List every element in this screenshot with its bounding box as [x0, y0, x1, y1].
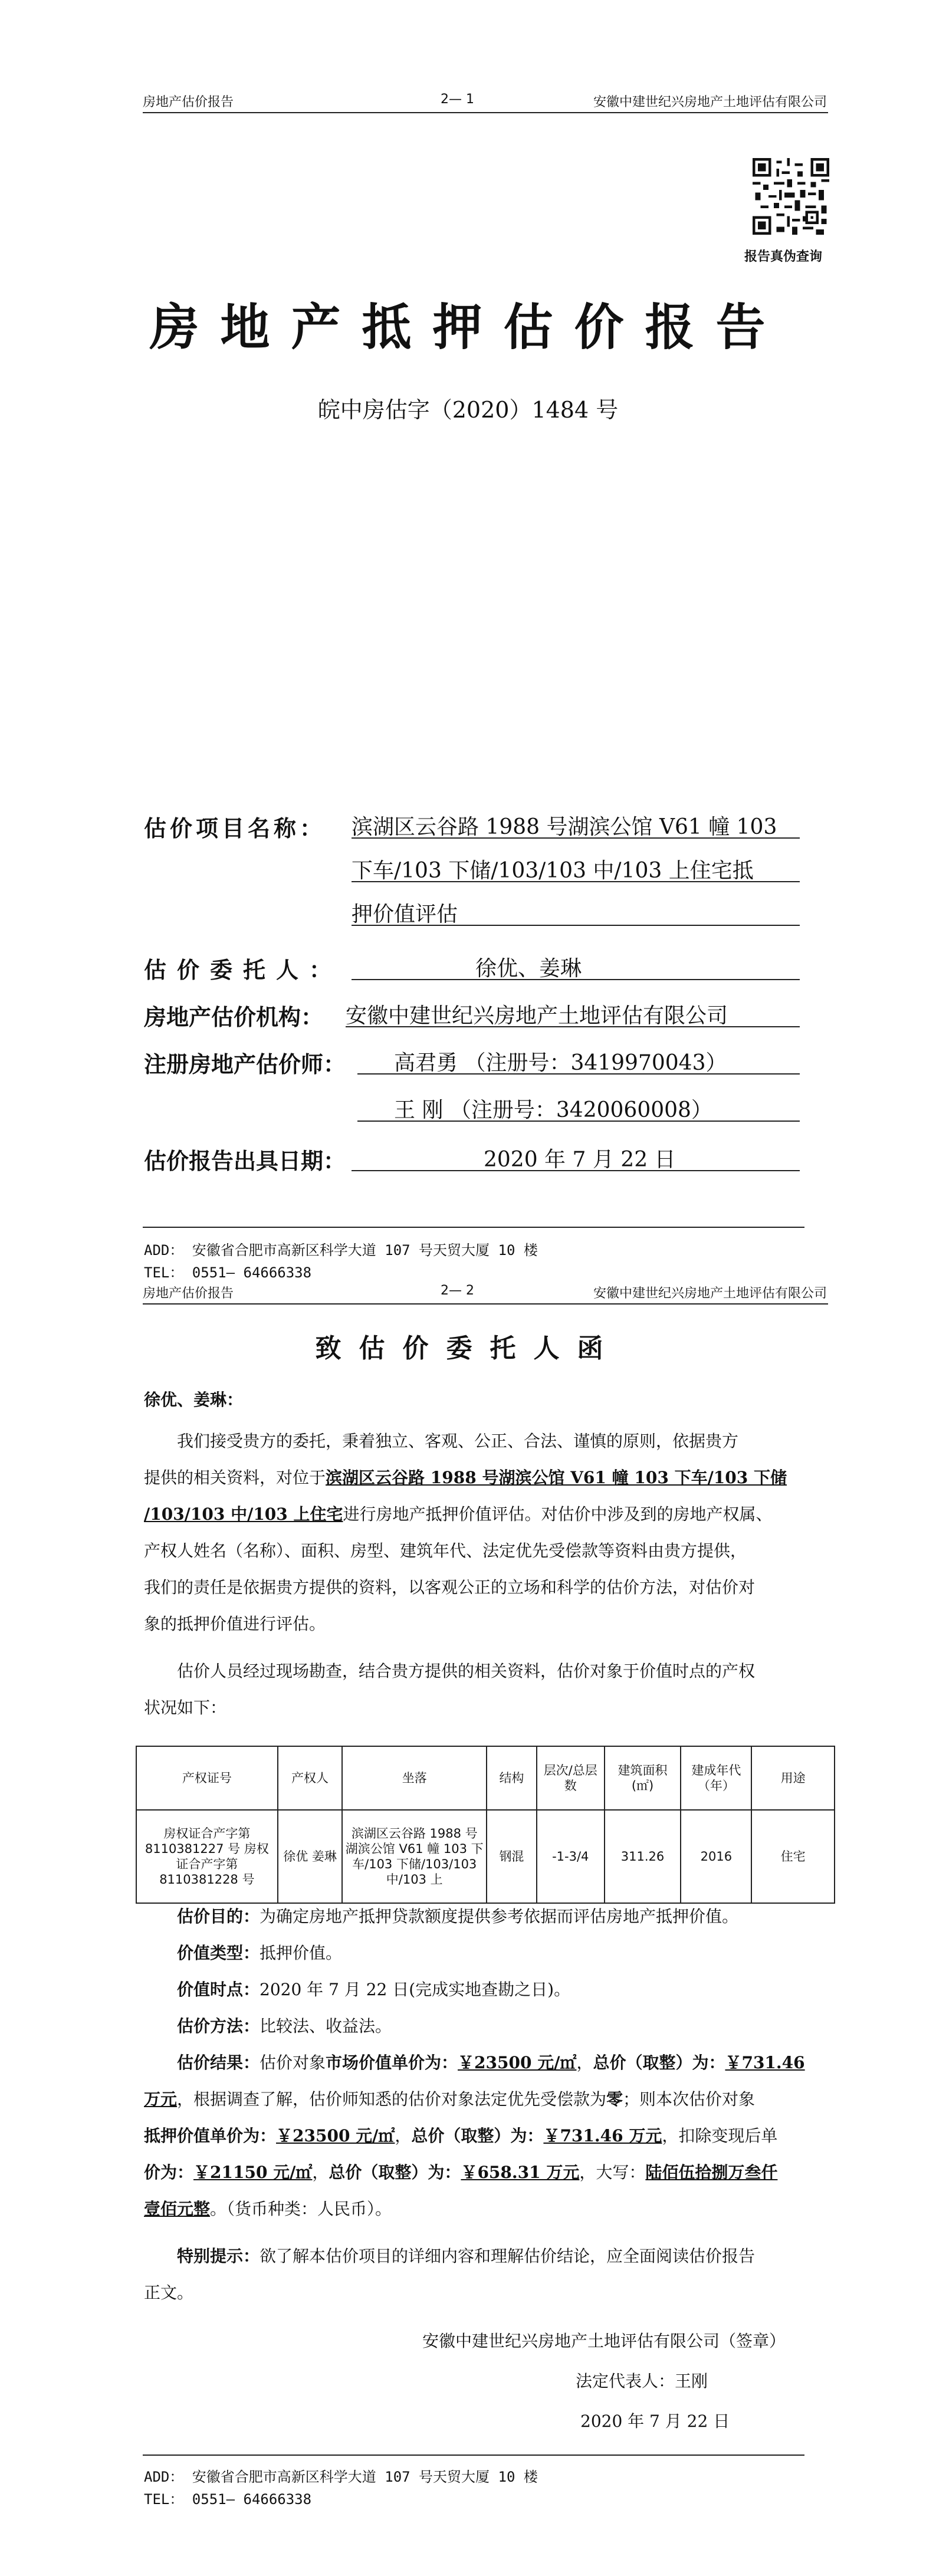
text: 总价（取整）为： [411, 2126, 544, 2145]
value-time-line [177, 1982, 570, 1998]
text: 提供的相关资料，对位于 [144, 1468, 326, 1487]
value-type-value: 抵押价值。 [260, 1943, 343, 1963]
client-value: 徐优、姜琳 [475, 957, 582, 981]
text: 市场价值单价为： [326, 2053, 458, 2072]
underline [352, 979, 800, 980]
cell-location: 滨湖区云谷路 1988 号湖滨公馆 V61 幢 103 下车/103 下储/103/103 中/103 上 [342, 1810, 487, 1903]
method-label: 估价方法： [177, 2016, 260, 2036]
header-page-number: 2— 1 [441, 92, 474, 107]
market-total-unit: 万元 [144, 2089, 178, 2109]
purpose-value: 为确定房地产抵押贷款额度提供参考依据而评估房地产抵押价值。 [260, 1907, 739, 1926]
result-line1 [177, 2055, 805, 2071]
footer-rule [143, 2455, 804, 2456]
purpose-label: 估价目的： [177, 1907, 260, 1926]
text: 抵押价值单价为： [144, 2126, 277, 2145]
value-type-label: 价值类型： [177, 1943, 260, 1963]
para2-line2: 状况如下： [144, 1698, 227, 1717]
value-type-line [177, 1945, 342, 1961]
result-line5 [144, 2201, 392, 2217]
report-date-value: 2020 年 7 月 22 日 [484, 1148, 676, 1172]
footer-tel: TEL： 0551— 64666338 [144, 2491, 312, 2508]
market-unit-price: ￥23500 元/㎡ [458, 2053, 577, 2072]
letter-title: 致估价委托人函 [315, 1333, 621, 1363]
table-header-row [136, 1746, 835, 1810]
header-company: 安徽中建世纪兴房地产土地评估有限公司 [593, 95, 827, 110]
header-left: 房地产估价报告 [143, 95, 234, 110]
para1-line6: 象的抵押价值进行评估。 [144, 1614, 326, 1634]
report-date-label: 估价报告出具日期： [144, 1148, 346, 1174]
underline [352, 881, 800, 882]
agency-label: 房地产估价机构： [144, 1004, 324, 1030]
amount-in-words: 陆佰伍拾捌万叁仟 [645, 2163, 778, 2182]
priority-claims: 零 [606, 2089, 623, 2109]
property-location: /103/103 中/103 上住宅 [144, 1504, 343, 1524]
underline [357, 1121, 800, 1122]
appraiser-2: 王 刚 （注册号：3420060008） [394, 1098, 712, 1122]
project-name-line1: 滨湖区云谷路 1988 号湖滨公馆 V61 幢 103 [352, 815, 777, 839]
text: ， [395, 2126, 412, 2145]
text: 估价对象 [260, 2053, 326, 2072]
result-line3 [144, 2128, 777, 2144]
note-label: 特别提示： [177, 2246, 260, 2266]
salutation: 徐优、姜琳： [144, 1390, 244, 1409]
report-number: 皖中房估字（2020）1484 号 [317, 397, 619, 423]
para1-line1: 我们接受贵方的委托，秉着独立、客观、公正、合法、谨慎的原则，依据贵方 [177, 1431, 739, 1451]
table-header: 层次/总层数 [537, 1746, 605, 1810]
cell-cert: 房权证合产字第 8110381227 号 房权证合产字第 8110381228 号 [136, 1810, 278, 1903]
client-label: 估价委托人： [144, 957, 343, 983]
project-name-line2: 下车/103 下储/103/103 中/103 上住宅抵 [352, 859, 754, 883]
table-header: 结构 [487, 1746, 537, 1810]
value-time-value: 2020 年 7 月 22 日(完成实地查勘之日)。 [260, 1980, 571, 1999]
qr-code-icon[interactable] [753, 158, 829, 235]
result-label: 估价结果： [177, 2053, 260, 2072]
cell-area: 311.26 [605, 1810, 681, 1903]
table-header: 用途 [751, 1746, 835, 1810]
net-unit-price: ￥21150 元/㎡ [193, 2163, 313, 2182]
underline [346, 1026, 800, 1027]
report-title: 房地产抵押估价报告 [149, 298, 787, 356]
net-total-price: ￥658.31 万元 [461, 2163, 580, 2182]
header-left: 房地产估价报告 [143, 1286, 234, 1301]
value-time-label: 价值时点： [177, 1980, 260, 1999]
underline [357, 1073, 800, 1075]
agency-value: 安徽中建世纪兴房地产土地评估有限公司 [346, 1004, 728, 1028]
property-location: 滨湖区云谷路 1988 号湖滨公馆 V61 幢 103 下车/103 下储 [326, 1468, 787, 1487]
mortgage-unit-price: ￥23500 元/㎡ [276, 2126, 395, 2145]
text: ，大写： [579, 2163, 646, 2182]
qr-caption: 报告真伪查询 [744, 249, 823, 264]
purpose-line [177, 1908, 738, 1925]
amount-in-words: 壹佰元整 [144, 2199, 211, 2219]
table-header: 产权人 [278, 1746, 343, 1810]
underline [352, 925, 800, 926]
text: 总价（取整）为： [593, 2053, 725, 2072]
table-header: 建成年代（年） [681, 1746, 751, 1810]
text: 进行房地产抵押价值评估。对估价中涉及到的房地产权属、 [343, 1504, 773, 1524]
text: 总价（取整）为： [329, 2163, 461, 2182]
project-name-line3: 押价值评估 [352, 902, 458, 926]
cell-year: 2016 [681, 1810, 751, 1903]
note-line1 [177, 2248, 755, 2265]
table-header: 建筑面积(㎡) [605, 1746, 681, 1810]
text: ， [576, 2053, 593, 2072]
sign-company: 安徽中建世纪兴房地产土地评估有限公司（签章） [422, 2331, 786, 2351]
para2-line1: 估价人员经过现场勘查，结合贵方提供的相关资料，估价对象于价值时点的产权 [177, 1661, 756, 1681]
cell-use: 住宅 [751, 1810, 835, 1903]
table-header: 产权证号 [136, 1746, 278, 1810]
para1-line3 [144, 1506, 773, 1523]
para1-line2 [144, 1470, 787, 1486]
text: 。（货币种类：人民币）。 [210, 2199, 392, 2219]
footer-address: ADD： 安徽省合肥市高新区科学大道 107 号天贸大厦 10 楼 [144, 2469, 538, 2485]
footer-address: ADD： 安徽省合肥市高新区科学大道 107 号天贸大厦 10 楼 [144, 1242, 538, 1259]
market-total-price: ￥731.46 [725, 2053, 805, 2072]
mortgage-total-price: ￥731.46 万元 [543, 2126, 662, 2145]
text: ，根据调查了解，估价师知悉的估价对象法定优先受偿款为 [177, 2089, 607, 2109]
header-rule [143, 112, 828, 113]
text: ，扣除变现后单 [662, 2126, 778, 2145]
sign-date: 2020 年 7 月 22 日 [580, 2411, 730, 2431]
text: ， [312, 2163, 329, 2182]
header-company: 安徽中建世纪兴房地产土地评估有限公司 [593, 1286, 827, 1301]
sign-representative: 法定代表人：王刚 [576, 2371, 708, 2391]
text: 价为： [144, 2163, 194, 2182]
footer-rule [143, 1227, 804, 1228]
cell-owner: 徐优 姜琳 [278, 1810, 343, 1903]
para1-line5: 我们的责任是依据贵方提供的资料，以客观公正的立场和科学的估价方法，对估价对 [144, 1578, 756, 1597]
result-line2 [144, 2091, 755, 2108]
result-line4 [144, 2164, 777, 2181]
para1-line4: 产权人姓名（名称）、面积、房型、建筑年代、法定优先受偿款等资料由贵方提供， [144, 1541, 747, 1560]
method-value: 比较法、收益法。 [260, 2016, 392, 2036]
cell-structure: 钢混 [487, 1810, 537, 1903]
project-name-label: 估价项目名称： [144, 816, 326, 842]
property-table [136, 1746, 835, 1904]
table-header: 坐落 [342, 1746, 487, 1810]
appraiser-label: 注册房地产估价师： [144, 1052, 346, 1077]
underline [352, 837, 800, 839]
header-page-number: 2— 2 [441, 1283, 474, 1298]
note-line2: 正文。 [144, 2283, 194, 2302]
text: ；则本次估价对象 [623, 2089, 756, 2109]
footer-tel: TEL： 0551— 64666338 [144, 1264, 312, 1281]
underline [352, 1170, 800, 1171]
method-line [177, 2018, 392, 2035]
table-row [136, 1810, 835, 1903]
appraiser-1: 高君勇 （注册号：3419970043） [394, 1051, 727, 1075]
header-rule [143, 1303, 828, 1305]
cell-floors: -1-3/4 [537, 1810, 605, 1903]
note-text: 欲了解本估价项目的详细内容和理解估价结论，应全面阅读估价报告 [260, 2246, 756, 2266]
